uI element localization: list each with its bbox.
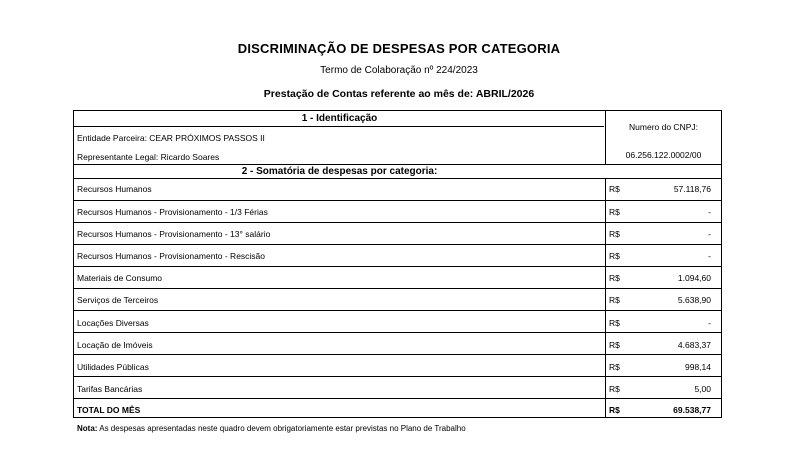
expense-row-value: 5,00	[694, 384, 711, 394]
currency-label: R$	[609, 295, 620, 305]
divider	[74, 200, 721, 201]
entity-name: Entidade Parceira: CEAR PRÓXIMOS PASSOS II	[77, 133, 265, 143]
report-period: Prestação de Contas referente ao mês de: ABRIL/2026	[263, 88, 535, 100]
document-subtitle: Termo de Colaboração nº 224/2023	[320, 65, 478, 76]
total-label: TOTAL DO MÊS	[77, 405, 141, 415]
expense-row-label: Recursos Humanos	[77, 184, 152, 194]
divider	[74, 266, 721, 267]
note-text: As despesas apresentadas neste quadro devem obrigatoriamente estar previstas no Plano de Trabalho	[99, 424, 466, 433]
expense-row-label: Recursos Humanos - Provisionamento - 1/3 Férias	[77, 207, 268, 217]
identification-section-title: 1 - Identificação	[301, 113, 378, 124]
expense-row-label: Recursos Humanos - Provisionamento - Rescisão	[77, 251, 266, 261]
divider	[605, 178, 606, 417]
currency-label: R$	[609, 318, 620, 328]
divider	[74, 164, 721, 165]
footnote	[77, 424, 466, 433]
divider	[74, 398, 721, 399]
legal-representative: Representante Legal: Ricardo Soares	[77, 152, 220, 162]
expense-row-value: 998,14	[685, 362, 711, 372]
expense-row-value: -	[708, 229, 711, 239]
divider	[74, 354, 721, 355]
expense-row-label: Tarifas Bancárias	[77, 384, 143, 394]
expense-row-value: -	[708, 207, 711, 217]
currency-label: R$	[609, 251, 620, 261]
currency-label: R$	[609, 362, 620, 372]
expense-row-value: 1.094,60	[677, 273, 711, 283]
expense-row-label: Locação de Imóveis	[77, 340, 153, 350]
expense-row-label: Locações Diversas	[77, 318, 149, 328]
divider	[74, 244, 721, 245]
currency-label: R$	[609, 207, 620, 217]
expense-row-label: Serviços de Terceiros	[77, 295, 159, 305]
expense-sheet	[73, 110, 722, 418]
expense-row-value: 57.118,76	[673, 184, 711, 194]
expenses-section-title: 2 - Somatória de despesas por categoria:	[241, 166, 438, 177]
divider	[74, 126, 604, 127]
divider	[74, 222, 721, 223]
document-title: DISCRIMINAÇÃO DE DESPESAS POR CATEGORIA	[237, 41, 561, 56]
currency-label: R$	[609, 184, 620, 194]
currency-label: R$	[609, 340, 620, 350]
currency-label: R$	[609, 229, 620, 239]
cnpj-value: 06.256.122.0002/00	[625, 150, 702, 160]
divider	[74, 178, 721, 179]
divider	[74, 332, 721, 333]
expense-row-label: Materiais de Consumo	[77, 273, 163, 283]
cnpj-label: Numero do CNPJ:	[629, 122, 698, 132]
expense-row-label: Recursos Humanos - Provisionamento - 13° salário	[77, 229, 271, 239]
divider	[74, 310, 721, 311]
divider	[74, 288, 721, 289]
expense-row-value: -	[708, 318, 711, 328]
total-value: 69.538,77	[673, 405, 711, 415]
expense-row-label: Utilidades Públicas	[77, 362, 149, 372]
expense-row-value: 4.683,37	[677, 340, 711, 350]
divider	[74, 376, 721, 377]
currency-label: R$	[609, 273, 620, 283]
expense-row-value: 5.638,90	[677, 295, 711, 305]
currency-label: R$	[609, 405, 620, 415]
currency-label: R$	[609, 384, 620, 394]
expense-row-value: -	[708, 251, 711, 261]
note-label: Nota:	[77, 424, 98, 433]
